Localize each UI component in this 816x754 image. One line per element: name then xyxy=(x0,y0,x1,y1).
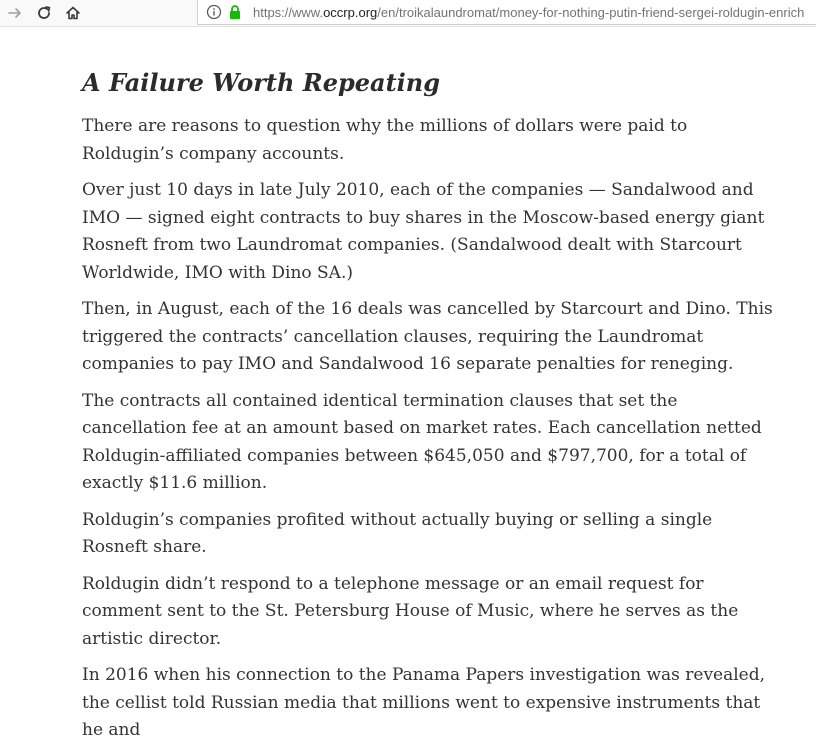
lock-icon[interactable] xyxy=(228,4,242,20)
url-host: occrp.org xyxy=(323,4,378,20)
url-bar[interactable] xyxy=(197,0,816,25)
paragraph: Over just 10 days in late July 2010, each of the companies — Sandalwood and IMO — signed eight contracts to buy shares in the Moscow-based energy giant Rosneft from two Laundromat companies. (Sandalwood dealt with Starcourt Worldwide, IMO with Dino SA.) xyxy=(82,180,765,283)
paragraph: There are reasons to question why the millions of dollars were paid to Roldugin’s company accounts. xyxy=(82,116,688,164)
paragraph: The contracts all contained identical termination clauses that set the cancellation fee at an amount based on market rates. Each cancellation netted Roldugin-affiliated companies between $645,050 and $797,700, for a total of exactly $11.6 million. xyxy=(82,390,762,493)
paragraph: Then, in August, each of the 16 deals was cancelled by Starcourt and Dino. This triggered the contracts’ cancellation clauses, requiring the Laundromat companies to pay IMO and Sandalwood 16 separate penalties for reneging. xyxy=(82,299,773,374)
url-prefix: https://www. xyxy=(253,4,324,20)
section-heading: A Failure Worth Repeating xyxy=(82,68,440,97)
paragraph: In 2016 when his connection to the Panama Papers investigation was revealed, the cellist told Russian media that millions went to expensive instruments that he and xyxy=(82,665,766,740)
article-body xyxy=(82,64,782,754)
url-path: /en/troikalaundromat/money-for-nothing-putin-friend-sergei-roldugin-enrich xyxy=(377,4,805,20)
reload-icon xyxy=(36,5,52,21)
home-icon xyxy=(65,5,81,21)
arrow-right-icon xyxy=(7,5,23,21)
home-button[interactable] xyxy=(62,2,84,24)
paragraph: Roldugin didn’t respond to a telephone message or an email request for comment sent to the St. Petersburg House of Music, where he serves as the artistic director. xyxy=(82,573,739,649)
paragraph: Roldugin’s companies profited without actually buying or selling a single Rosneft share. xyxy=(82,509,713,557)
url-text[interactable] xyxy=(253,5,804,20)
browser-toolbar xyxy=(0,0,816,27)
reload-button[interactable] xyxy=(33,2,55,24)
info-icon[interactable] xyxy=(206,4,222,20)
forward-button[interactable] xyxy=(4,2,26,24)
